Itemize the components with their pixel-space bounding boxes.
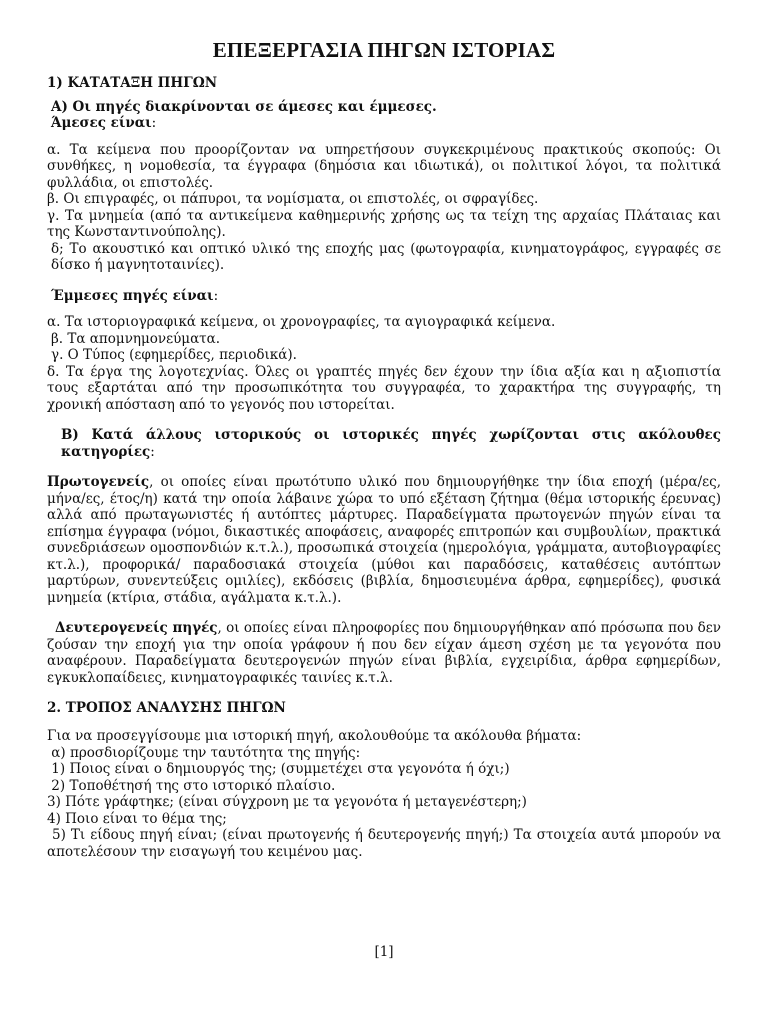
indirect-item-d: δ. Τα έργα της λογοτεχνίας. Όλες οι γραπτές πηγές δεν έχουν την ίδια αξία και η αξιοπιστία τους εξαρτάται από την προσωπικότητα του συγγραφέα, το χαρακτήρα της συγγραφής, τη χρονική απόσταση από το γεγονός που ιστορείται. — [47, 363, 721, 413]
secondary-text: , οι οποίες είναι πληροφορίες που δημιουργήθηκαν από πρόσωπα που δεν ζούσαν την εποχή για την οποία γράφουν ή που δεν είχαν άμεση σχέση με τα γεγονότα που αναφέρουν. Παραδείγματα δευτερογενών πηγών είναι βιβλία, εγχειρίδια, άρθρα εφημερίδων, εγκυκλοπαίδειες, κινηματογραφικές ταινίες κ.τ.λ. — [47, 620, 721, 686]
direct-item-d: δ; Το ακουστικό και οπτικό υλικό της εποχής μας (φωτογραφία, κινηματογράφος, εγγραφές σε δίσκο ή μαγνητοταινίες). — [51, 240, 721, 273]
section-2-intro: Για να προσεγγίσουμε μια ιστορική πηγή, ακολουθούμε τα ακόλουθα βήματα: — [47, 728, 582, 744]
document-title: ΕΠΕΞΕΡΓΑΣΙΑ ΠΗΓΩΝ ΙΣΤΟΡΙΑΣ — [212, 38, 556, 62]
step-2: 2) Τοποθέτησή της στο ιστορικό πλαίσιο. — [47, 777, 336, 794]
indirect-item-b: β. Τα απομνημονεύματα. — [51, 330, 221, 347]
step-a: α) προσδιορίζουμε την ταυτότητα της πηγής: — [47, 744, 361, 761]
direct-item-b: β. Οι επιγραφές, οι πάπυροι, τα νομίσματα, οι επιστολές, οι σφραγίδες. — [47, 191, 539, 207]
indirect-item-c: γ. Ο Τύπος (εφημερίδες, περιοδικά). — [51, 347, 297, 363]
step-5: 5) Τι είδους πηγή είναι; (είναι πρωτογενής ή δευτερογενής πηγή;) Τα στοιχεία αυτά μπορούν να αποτελέσουν την εισαγωγή του κειμένου μας. — [47, 827, 726, 860]
secondary-sources-paragraph — [47, 620, 721, 686]
direct-sources-label — [47, 115, 721, 132]
direct-item-c: γ. Τα μνημεία (από τα αντικείμενα καθημερινής χρήσης ως τα τείχη της αρχαίας Πλάταιας και της Κωνσταντινούπολης). — [47, 207, 721, 240]
indirect-label-colon: : — [213, 287, 219, 304]
step-3: 3) Πότε γράφτηκε; (είναι σύγχρονη με τα γεγονότα ή μεταγενέστερη;) — [47, 794, 527, 810]
section-1-heading: 1) ΚΑΤΑΤΑΞΗ ΠΗΓΩΝ — [47, 75, 218, 91]
direct-label-text: Άμεσες είναι — [51, 115, 152, 131]
primary-sources-paragraph — [47, 474, 721, 606]
indirect-item-a: α. Τα ιστοριογραφικά κείμενα, οι χρονογραφίες, τα αγιογραφικά κείμενα. — [47, 314, 556, 330]
section-2-heading: 2. ΤΡΟΠΟΣ ΑΝΑΛΥΣΗΣ ΠΗΓΩΝ — [47, 700, 286, 716]
step-4: 4) Ποιο είναι το θέμα της; — [47, 810, 227, 827]
direct-item-a: α. Τα κείμενα που προορίζονταν να υπηρετήσουν συγκεκριμένους πρακτικούς σκοπούς: Οι συνθήκες, η νομοθεσία, τα έγγραφα (δημόσια και ιδιωτικά), οι πολιτικοί λόγοι, τα πολιτικά φυλλάδια, οι επιστολές. — [47, 141, 721, 191]
primary-term: Πρωτογενείς — [47, 474, 150, 490]
primary-text: , οι οποίες είναι πρωτότυπο υλικό που δημιουργήθηκε την ίδια εποχή (μέρα/ες, μήνα/ες, έτος/η) κατά την οποία λάβαινε χώρα το υπό εξέταση ζήτημα (θέμα ιστορικής έρευνας) αλλά από πρωταγωνιστές ή αυτόπτες μάρτυρες. Παραδείγματα πρωτογενών πηγών είναι τα επίσημα έγγραφα (νόμοι, δικαστικές αποφάσεις, αναφορές επιτροπών και συμβουλίων, πρακτικά συνεδριάσεων ομοσπονδιών κ.τ.λ.), προσωπικά στοιχεία (ημερολόγια, γράμματα, αυτοβιογραφίες κτ.λ.), προφορικά/ παραδοσιακά στοιχεία (μύθοι και παραδόσεις, καταθέσεις αυτόπτων μαρτύρων, συνεντεύξεις ομιλίες), εκδόσεις (βιβλία, δημοσιευμένα άρθρα, εφημερίδες), φυσικά μνημεία (κτίρια, στάδια, αγάλματα κ.τ.λ.). — [47, 474, 721, 606]
secondary-term: Δευτερογενείς πηγές — [55, 620, 218, 636]
direct-label-colon: : — [151, 115, 157, 131]
page-number: [1] — [374, 944, 394, 960]
step-1: 1) Ποιος είναι ο δημιουργός της; (συμμετέχει στα γεγονότα ή όχι;) — [47, 761, 510, 777]
subsection-a-heading: Α) Οι πηγές διακρίνονται σε άμεσες και έμμεσες. — [51, 99, 437, 115]
indirect-sources-label — [47, 288, 721, 305]
subsection-b-heading — [47, 427, 721, 460]
indirect-label-text: Έμμεσες πηγές είναι — [51, 287, 214, 304]
subsection-b-text: Β) Κατά άλλους ιστορικούς οι ιστορικές πηγές χωρίζονται στις ακόλουθες κατηγορίες — [61, 427, 721, 460]
subsection-b-colon: : — [150, 443, 155, 460]
document-page — [47, 38, 726, 860]
